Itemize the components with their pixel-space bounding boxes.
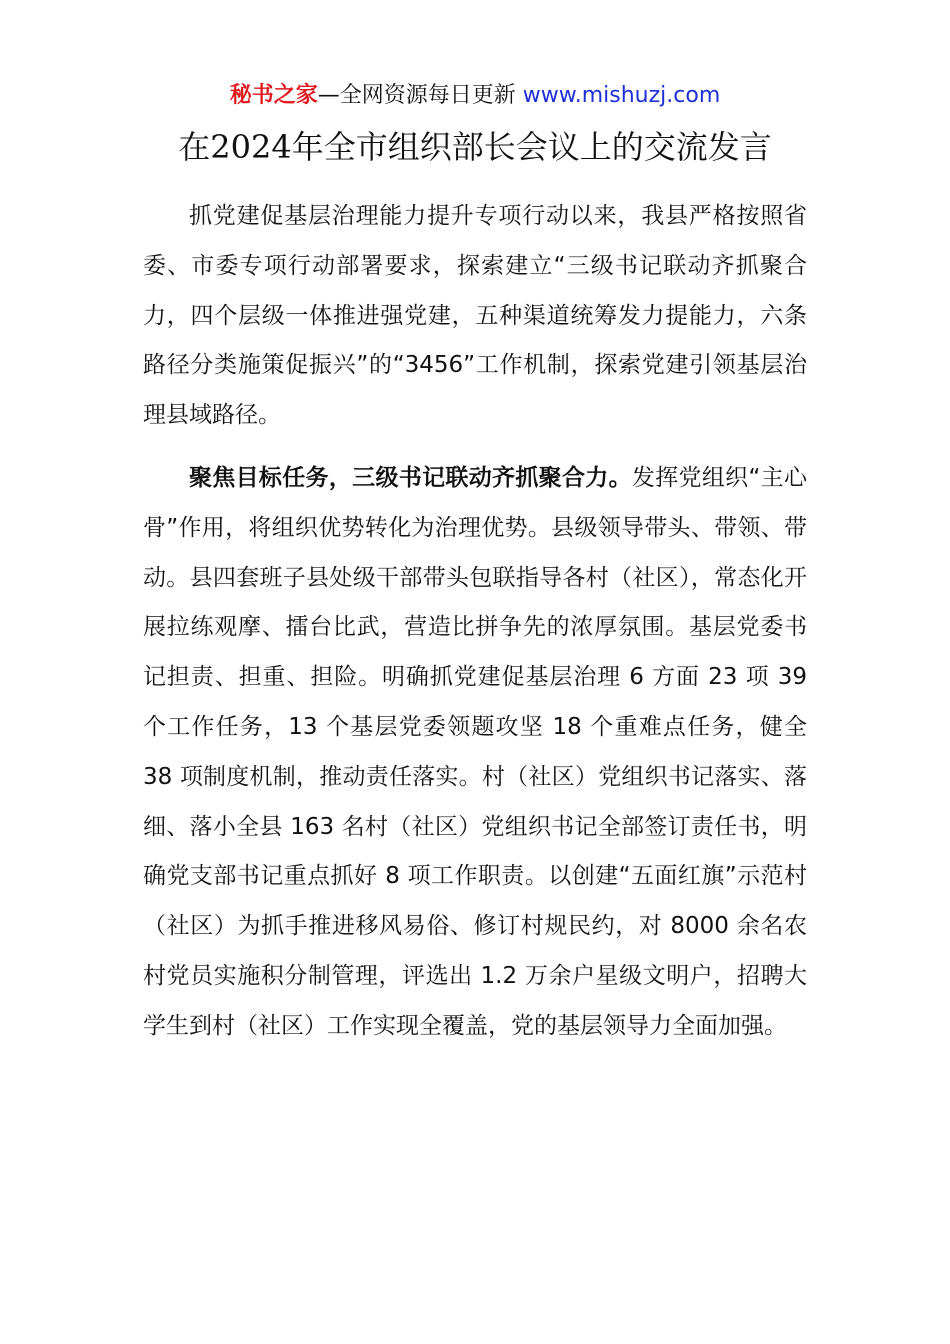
body-paragraph-intro <box>143 192 807 441</box>
paragraph-text: 抓党建促基层治理能力提升专项行动以来，我县严格按照省委、市委专项行动部署要求，探索建立“三级书记联动齐抓聚合力，四个层级一体推进强党建，五种渠道统筹发力提能力，六条路径分类施策促振兴”的“3456”工作机制，探索党建引领基层治理县域路径。 <box>143 203 807 429</box>
body-paragraph-goals <box>143 454 807 1052</box>
document-body <box>143 192 807 1052</box>
paragraph-lead: 聚焦目标任务，三级书记联动齐抓聚合力。 <box>189 464 632 491</box>
site-url-link[interactable]: www.mishuzj.com <box>522 83 721 108</box>
title-suffix: 年全市组织部长会议上的交流发言 <box>291 128 772 166</box>
header-tagline: —全网资源每日更新 <box>317 83 523 108</box>
title-year: 2024 <box>210 128 292 166</box>
brand-name: 秘书之家 <box>229 83 318 108</box>
paragraph-text: 发挥党组织“主心骨”作用，将组织优势转化为治理优势。县级领导带头、带领、带动。县四套班子县处级干部带头包联指导各村（社区），常态化开展拉练观摩、擂台比武，营造比拼争先的浓厚氛围。基层党委书记担责、担重、担险。明确抓党建促基层治理 6 方面 23 项 39 个工作任务，13 个基层党委领题攻坚 18 个重难点任务，健全 38 项制度机制，推动责任落实。村（社区）党组织书记落实、落细、落小全县 163 名村（社区）党组织书记全部签订责任书，明确党支部书记重点抓好 8 项工作职责。以创建“五面红旗”示范村（社区）为抓手推进移风易俗、修订村规民约，对 8000 余名农村党员实施积分制管理，评选出 1.2 万余户星级文明户，招聘大学生到村（社区）工作实现全覆盖，党的基层领导力全面加强。 <box>143 464 807 1039</box>
title-prefix: 在 <box>178 128 211 166</box>
document-title <box>0 124 950 170</box>
site-header <box>0 80 950 112</box>
